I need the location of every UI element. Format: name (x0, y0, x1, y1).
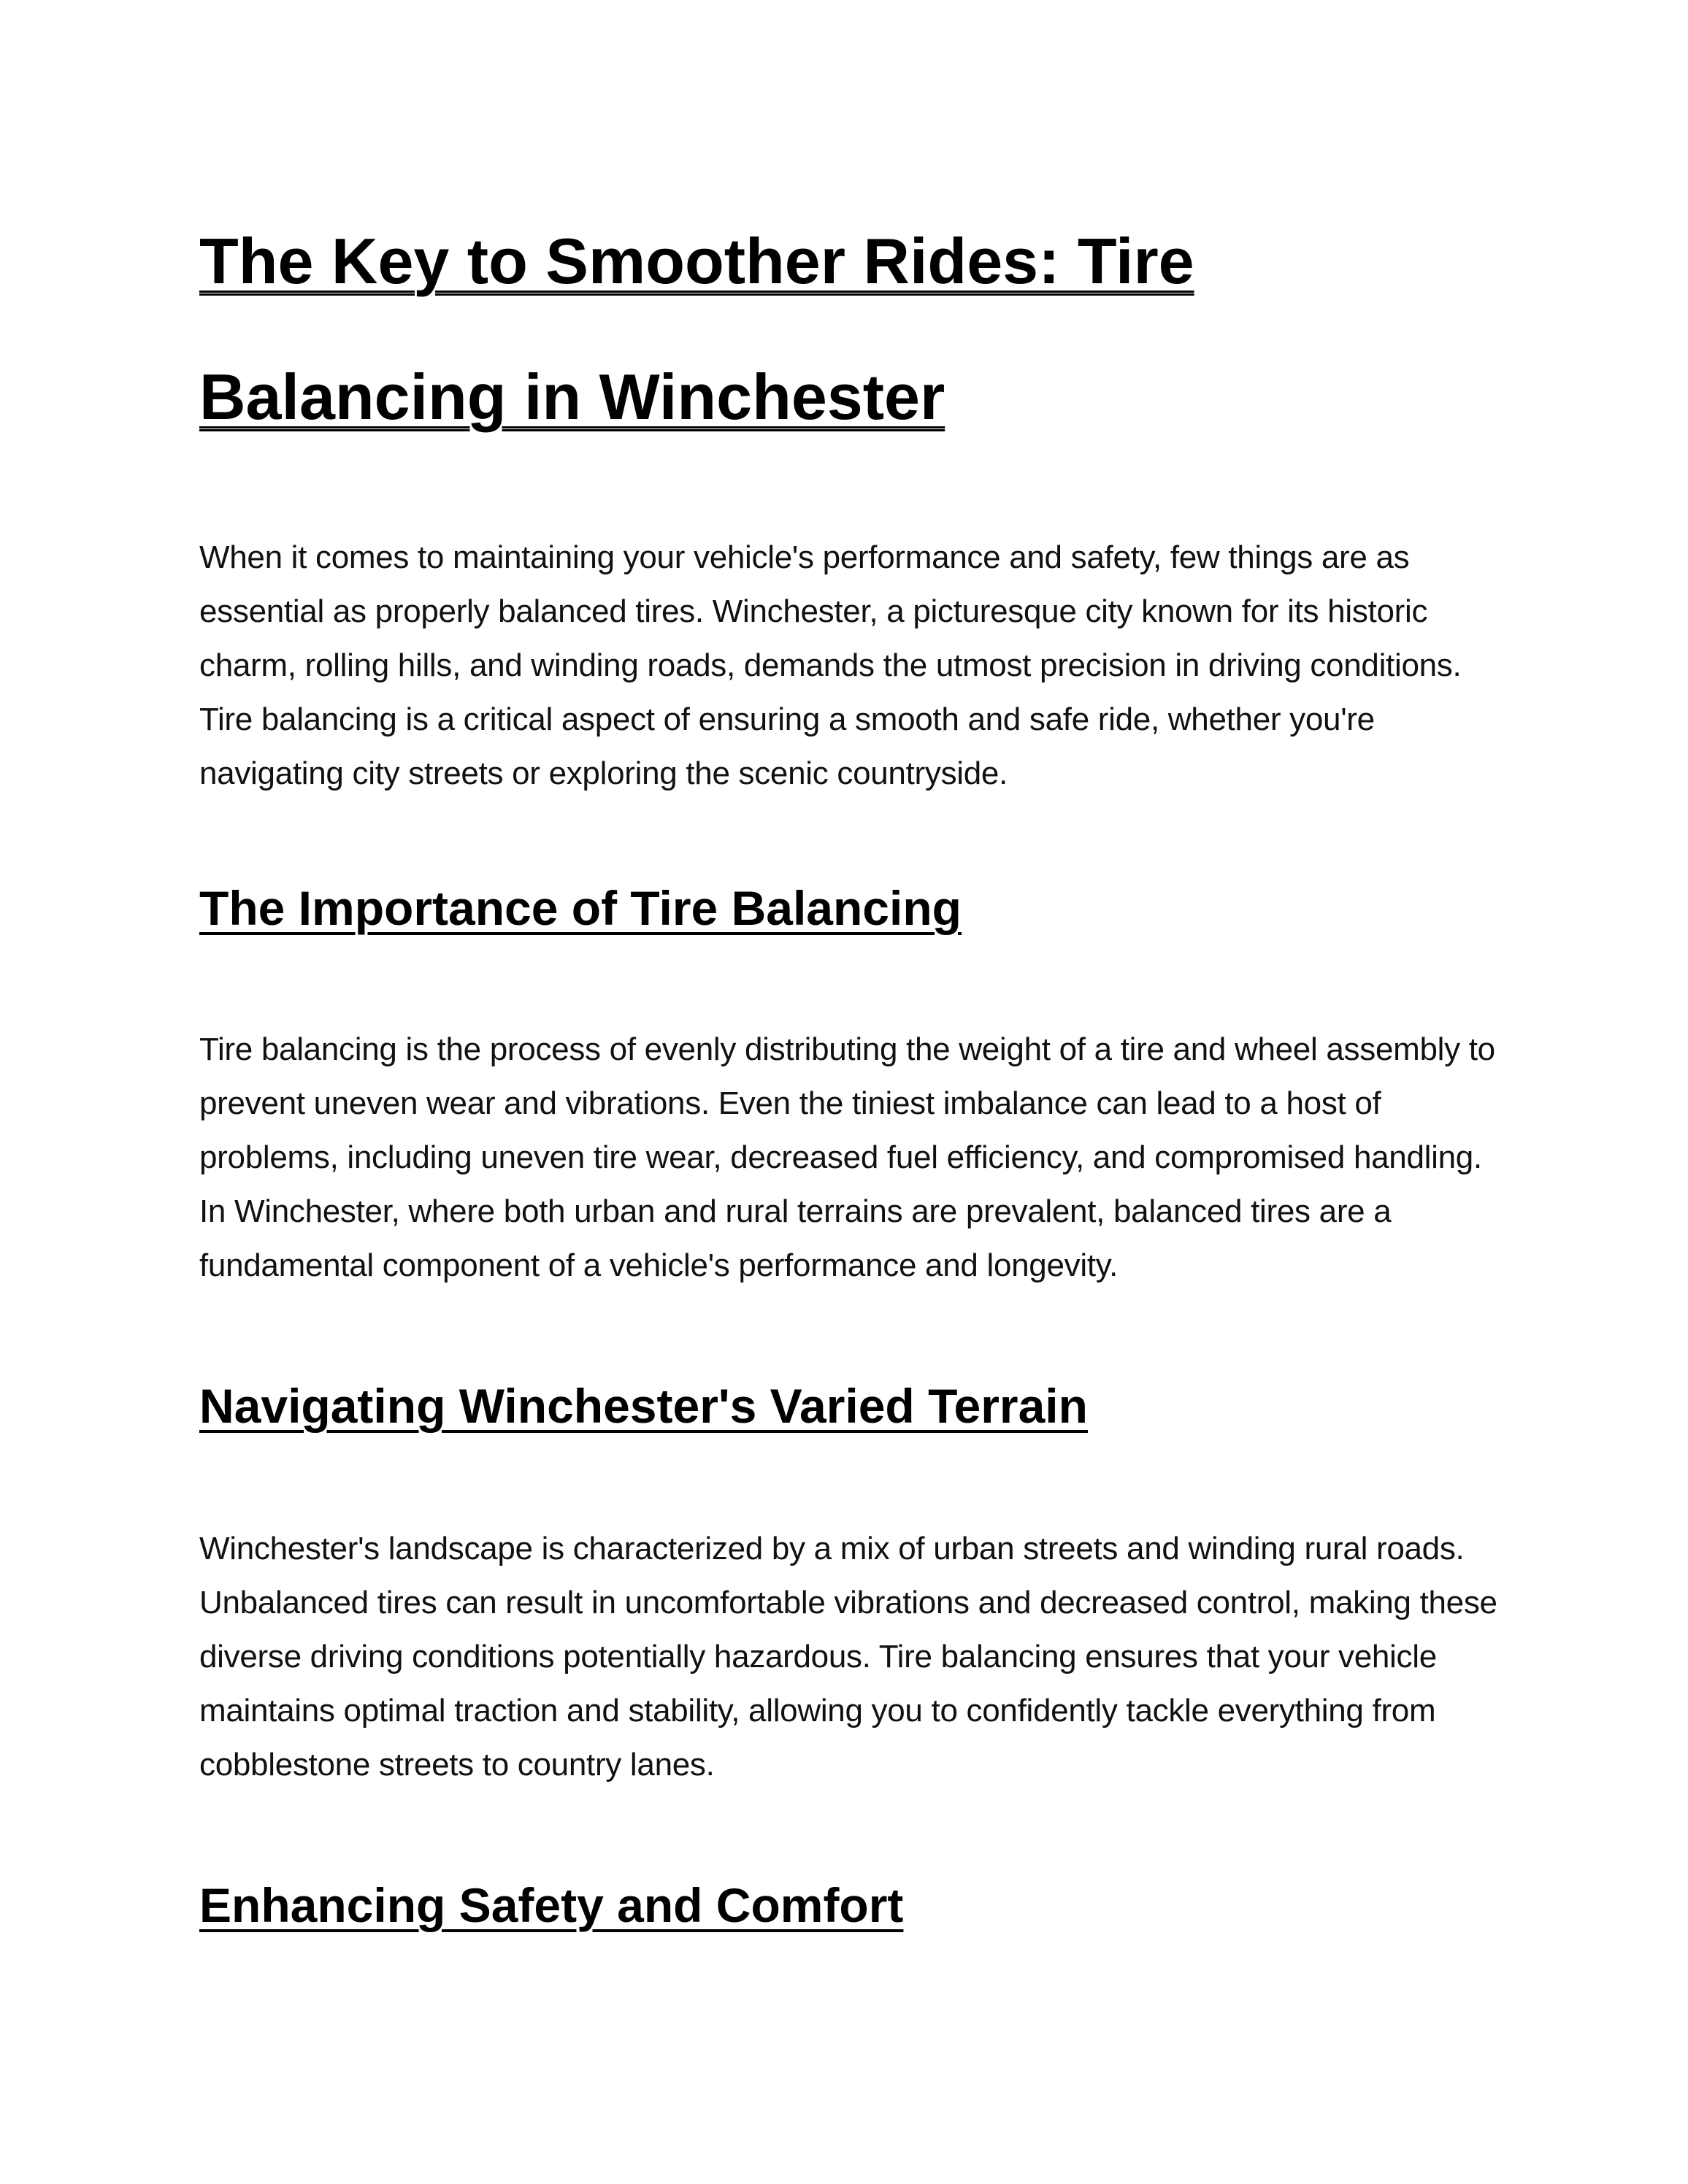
document-title-text: The Key to Smoother Rides: Tire Balancing in Winchester (199, 225, 1194, 433)
section-heading-safety (199, 1872, 1506, 1938)
section-heading-text: Navigating Winchester's Varied Terrain (199, 1379, 1088, 1433)
section-heading-terrain (199, 1373, 1506, 1439)
section-paragraph-terrain: Winchester's landscape is characterized by a mix of urban streets and winding rural roads. Unbalanced tires can result in uncomfortable vibrations and decreased control, making these diverse driving conditions potentially hazardous. Tire balancing ensures that your vehicle maintains optimal traction and stability, allowing you to confidently tackle everything from cobblestone streets to country lanes. (199, 1531, 1497, 1783)
document-title (199, 193, 1506, 465)
section-heading-text: Enhancing Safety and Comfort (199, 1878, 904, 1932)
section-heading-text: The Importance of Tire Balancing (199, 881, 962, 935)
section-heading-importance (199, 875, 1506, 941)
document-body (199, 193, 1506, 1938)
section-paragraph-importance: Tire balancing is the process of evenly distributing the weight of a tire and wheel assembly to prevent uneven wear and vibrations. Even the tiniest imbalance can lead to a host of problems, including uneven tire wear, decreased fuel efficiency, and compromised handling. In Winchester, where both urban and rural terrains are prevalent, balanced tires are a fundamental component of a vehicle's performance and longevity. (199, 1031, 1495, 1283)
intro-paragraph: When it comes to maintaining your vehicle's performance and safety, few things are as essential as properly balanced tires. Winchester, a picturesque city known for its historic charm, rolling hills, and winding roads, demands the utmost precision in driving conditions. Tire balancing is a critical aspect of ensuring a smooth and safe ride, whether you're navigating city streets or exploring the scenic countryside. (199, 539, 1462, 791)
